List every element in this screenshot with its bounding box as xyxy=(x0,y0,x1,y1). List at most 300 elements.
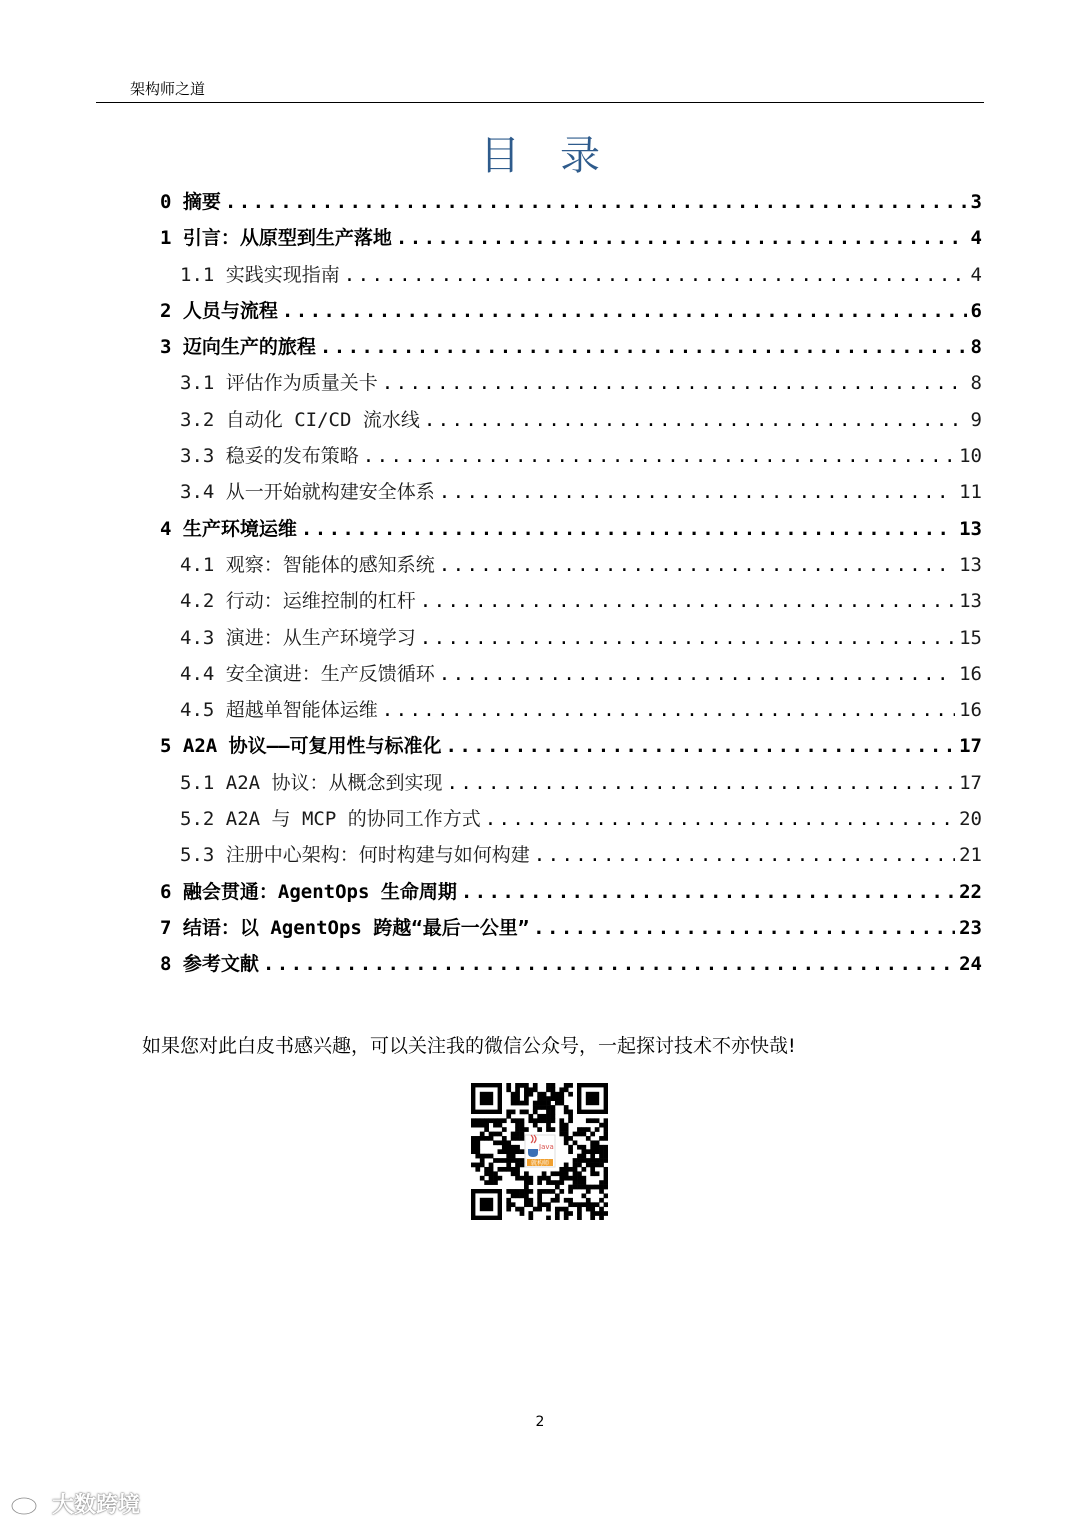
qr-module xyxy=(502,1118,507,1123)
toc-entry[interactable] xyxy=(160,547,982,583)
qr-logo-text: Java xyxy=(539,1143,554,1151)
qr-module xyxy=(581,1149,586,1154)
qr-module xyxy=(577,1158,582,1163)
toc-dot-leader xyxy=(420,620,955,656)
toc-dot-leader xyxy=(382,365,967,401)
toc-entry-label: 7 结语：以 AgentOps 跨越“最后一公里” xyxy=(160,916,530,939)
toc-entry[interactable] xyxy=(160,620,982,656)
table-of-contents xyxy=(160,184,982,983)
toc-entry-label: 4.2 行动：运维控制的杠杆 xyxy=(180,590,416,613)
toc-entry-label: 4.4 安全演进：生产反馈循环 xyxy=(180,662,435,685)
toc-entry[interactable] xyxy=(160,837,982,873)
qr-module xyxy=(480,1123,485,1128)
qr-module xyxy=(595,1127,600,1132)
qr-module xyxy=(595,1158,600,1163)
qr-module xyxy=(493,1118,498,1123)
qr-module xyxy=(475,1163,480,1168)
qr-module xyxy=(511,1132,516,1137)
toc-dot-leader xyxy=(363,438,955,474)
qr-module xyxy=(489,1176,494,1181)
qr-module xyxy=(559,1132,564,1137)
qr-module xyxy=(577,1127,582,1132)
toc-entry-page: 11 xyxy=(959,481,982,504)
qr-module xyxy=(475,1145,480,1150)
qr-module xyxy=(577,1207,582,1212)
qr-module xyxy=(590,1216,595,1220)
toc-entry-label: 5 A2A 协议——可复用性与标准化 xyxy=(160,735,442,758)
qr-module xyxy=(559,1101,564,1106)
qr-module xyxy=(546,1189,551,1194)
qr-module xyxy=(564,1163,569,1168)
toc-entry-label: 3.3 稳妥的发布策略 xyxy=(180,445,359,468)
qr-module xyxy=(599,1145,604,1150)
toc-entry-page: 13 xyxy=(959,553,982,576)
qr-module xyxy=(604,1202,608,1207)
qr-module xyxy=(520,1110,525,1115)
qr-module xyxy=(546,1101,551,1106)
qr-module xyxy=(480,1163,485,1168)
qr-module xyxy=(502,1167,507,1172)
toc-entry-label: 1 引言：从原型到生产落地 xyxy=(160,227,392,250)
qr-module xyxy=(590,1154,595,1159)
toc-entry-page: 21 xyxy=(959,844,982,867)
qr-module xyxy=(506,1189,511,1194)
qr-module xyxy=(546,1096,551,1101)
qr-module xyxy=(515,1096,520,1101)
qr-module xyxy=(528,1087,533,1092)
qr-module xyxy=(511,1118,516,1123)
qr-module xyxy=(595,1211,600,1216)
qr-module xyxy=(546,1087,551,1092)
qr-module xyxy=(511,1101,516,1106)
qr-module xyxy=(573,1140,578,1145)
qr-module xyxy=(564,1198,569,1203)
qr-module xyxy=(586,1207,591,1212)
qr-module xyxy=(577,1163,582,1168)
qr-module xyxy=(528,1211,533,1216)
qr-module xyxy=(533,1101,538,1106)
qr-module xyxy=(480,1158,485,1163)
qr-module xyxy=(568,1114,573,1119)
toc-dot-leader xyxy=(344,257,967,293)
qr-module xyxy=(542,1118,547,1123)
qr-module xyxy=(515,1176,520,1181)
toc-entry-label: 4.5 超越单智能体运维 xyxy=(180,699,378,722)
qr-module xyxy=(577,1185,582,1190)
toc-entry[interactable] xyxy=(160,474,982,510)
qr-center-logo xyxy=(525,1135,555,1167)
wechat-follow-note: 如果您对此白皮书感兴趣，可以关注我的微信公众号，一起探讨技术不亦快哉! xyxy=(142,1035,796,1057)
qr-module xyxy=(581,1180,586,1185)
qr-module xyxy=(498,1176,503,1181)
qr-module xyxy=(475,1167,480,1172)
qr-module xyxy=(546,1083,551,1088)
qr-module xyxy=(498,1149,503,1154)
qr-module xyxy=(520,1101,525,1106)
qr-module xyxy=(537,1207,542,1212)
qr-module xyxy=(506,1158,511,1163)
qr-module xyxy=(599,1180,604,1185)
qr-module xyxy=(475,1154,480,1159)
qr-module xyxy=(506,1202,511,1207)
qr-module xyxy=(564,1110,569,1115)
qr-module xyxy=(595,1149,600,1154)
qr-module xyxy=(590,1149,595,1154)
toc-entry[interactable] xyxy=(160,293,982,329)
qr-module xyxy=(564,1216,569,1220)
qr-module xyxy=(480,1132,485,1137)
qr-module xyxy=(590,1171,595,1176)
qr-module xyxy=(599,1198,604,1203)
qr-module xyxy=(555,1101,560,1106)
qr-module xyxy=(515,1132,520,1137)
qr-module xyxy=(590,1207,595,1212)
qr-module xyxy=(484,1136,489,1141)
qr-module xyxy=(551,1114,556,1119)
qr-module xyxy=(524,1096,529,1101)
qr-module xyxy=(564,1083,569,1088)
qr-module xyxy=(551,1087,556,1092)
qr-module xyxy=(524,1110,529,1115)
qr-module xyxy=(533,1105,538,1110)
toc-entry[interactable] xyxy=(160,257,982,293)
qr-module xyxy=(515,1087,520,1092)
toc-dot-leader xyxy=(320,329,967,365)
qr-module xyxy=(568,1189,573,1194)
qr-module xyxy=(471,1149,476,1154)
qr-module xyxy=(577,1176,582,1181)
toc-entry-page: 6 xyxy=(970,299,982,322)
qr-module xyxy=(542,1202,547,1207)
qr-module xyxy=(515,1136,520,1141)
toc-entry-page: 9 xyxy=(970,408,982,431)
qr-module xyxy=(511,1149,516,1154)
toc-entry-page: 8 xyxy=(970,336,982,359)
qr-module xyxy=(489,1167,494,1172)
qr-module xyxy=(484,1123,489,1128)
qr-module xyxy=(511,1136,516,1141)
qr-module xyxy=(528,1176,533,1181)
qr-module xyxy=(528,1202,533,1207)
qr-module xyxy=(595,1163,600,1168)
qr-module xyxy=(515,1149,520,1154)
qr-module xyxy=(604,1149,608,1154)
qr-module xyxy=(586,1198,591,1203)
toc-entry[interactable] xyxy=(160,946,982,982)
qr-module xyxy=(489,1118,494,1123)
qr-module xyxy=(489,1163,494,1168)
qr-module xyxy=(511,1167,516,1172)
toc-dot-leader xyxy=(382,692,955,728)
qr-module xyxy=(590,1185,595,1190)
qr-module xyxy=(573,1163,578,1168)
qr-module xyxy=(537,1092,542,1097)
toc-entry[interactable] xyxy=(160,220,982,256)
qr-module xyxy=(524,1083,529,1088)
qr-module xyxy=(604,1167,608,1172)
qr-module xyxy=(471,1140,476,1145)
qr-module xyxy=(555,1207,560,1212)
qr-module xyxy=(515,1193,520,1198)
qr-module xyxy=(502,1149,507,1154)
qr-module xyxy=(489,1136,494,1141)
qr-module xyxy=(595,1202,600,1207)
toc-entry-page: 15 xyxy=(959,626,982,649)
toc-entry-page: 22 xyxy=(959,880,982,903)
toc-dot-leader xyxy=(263,946,955,982)
qr-module xyxy=(564,1123,569,1128)
qr-module xyxy=(604,1211,608,1216)
qr-module xyxy=(524,1180,529,1185)
qr-module xyxy=(546,1123,551,1128)
toc-entry-label: 0 摘要 xyxy=(160,191,221,213)
qr-module xyxy=(555,1096,560,1101)
qr-module xyxy=(515,1118,520,1123)
qr-module xyxy=(528,1180,533,1185)
toc-entry[interactable] xyxy=(160,438,982,474)
qr-module xyxy=(502,1145,507,1150)
qr-module xyxy=(520,1193,525,1198)
qr-finder-top-left xyxy=(471,1083,502,1114)
toc-dot-leader xyxy=(225,184,967,220)
qr-module xyxy=(506,1083,511,1088)
toc-dot-leader xyxy=(533,910,955,946)
toc-dot-leader xyxy=(447,765,956,801)
qr-module xyxy=(564,1105,569,1110)
qr-module xyxy=(533,1087,538,1092)
qr-module xyxy=(506,1087,511,1092)
qr-module xyxy=(515,1163,520,1168)
qr-module xyxy=(573,1180,578,1185)
toc-entry-label: 5.1 A2A 协议：从概念到实现 xyxy=(180,771,443,794)
qr-module xyxy=(590,1211,595,1216)
qr-module xyxy=(515,1158,520,1163)
qr-module xyxy=(568,1176,573,1181)
toc-entry[interactable] xyxy=(160,801,982,837)
qr-module xyxy=(506,1145,511,1150)
toc-dot-leader xyxy=(282,293,967,329)
qr-module xyxy=(471,1118,476,1123)
qr-module xyxy=(502,1127,507,1132)
qr-module xyxy=(480,1176,485,1181)
toc-entry[interactable] xyxy=(160,184,982,220)
qr-module xyxy=(604,1180,608,1185)
page-header-title: 架构师之道 xyxy=(130,80,206,98)
qr-module xyxy=(599,1163,604,1168)
qr-module xyxy=(604,1145,608,1150)
qr-module xyxy=(515,1145,520,1150)
qr-module xyxy=(493,1180,498,1185)
qr-module xyxy=(564,1207,569,1212)
toc-entry-label: 4.3 演进：从生产环境学习 xyxy=(180,626,416,649)
qr-module xyxy=(564,1140,569,1145)
toc-entry[interactable] xyxy=(160,511,982,547)
qr-module xyxy=(604,1171,608,1176)
qr-module xyxy=(551,1096,556,1101)
qr-module xyxy=(590,1163,595,1168)
qr-module xyxy=(498,1118,503,1123)
qr-module xyxy=(599,1136,604,1141)
qr-module xyxy=(604,1127,608,1132)
qr-module xyxy=(528,1216,533,1220)
qr-module xyxy=(568,1092,573,1097)
qr-module xyxy=(537,1193,542,1198)
toc-entry-label: 4 生产环境运维 xyxy=(160,517,297,540)
toc-entry[interactable] xyxy=(160,656,982,692)
qr-module xyxy=(551,1110,556,1115)
qr-module xyxy=(590,1167,595,1172)
qr-module xyxy=(484,1118,489,1123)
qr-finder-bottom-left xyxy=(471,1189,502,1220)
qr-module xyxy=(480,1136,485,1141)
qr-module xyxy=(471,1163,476,1168)
qr-module xyxy=(537,1105,542,1110)
qr-module xyxy=(475,1136,480,1141)
qr-module xyxy=(546,1216,551,1220)
qr-module xyxy=(546,1110,551,1115)
qr-module xyxy=(577,1145,582,1150)
qr-module xyxy=(528,1092,533,1097)
qr-module xyxy=(484,1127,489,1132)
toc-entry[interactable] xyxy=(160,583,982,619)
qr-module xyxy=(524,1101,529,1106)
qr-module xyxy=(581,1145,586,1150)
qr-module xyxy=(559,1171,564,1176)
toc-entry[interactable] xyxy=(160,874,982,910)
toc-entry[interactable] xyxy=(160,765,982,801)
toc-entry[interactable] xyxy=(160,910,982,946)
toc-entry-label: 3.2 自动化 CI/CD 流水线 xyxy=(180,408,420,431)
qr-module xyxy=(564,1167,569,1172)
toc-entry[interactable] xyxy=(160,728,982,764)
qr-module xyxy=(559,1123,564,1128)
qr-module xyxy=(515,1167,520,1172)
toc-entry-label: 2 人员与流程 xyxy=(160,299,278,322)
qr-module xyxy=(533,1123,538,1128)
qr-module xyxy=(511,1092,516,1097)
qr-finder-top-right xyxy=(577,1083,608,1114)
qr-module xyxy=(555,1092,560,1097)
qr-module xyxy=(511,1189,516,1194)
qr-module xyxy=(568,1185,573,1190)
qr-module xyxy=(533,1110,538,1115)
qr-module xyxy=(581,1132,586,1137)
toc-entry-page: 17 xyxy=(959,735,982,758)
toc-dot-leader xyxy=(424,402,967,438)
qr-module xyxy=(604,1136,608,1141)
qr-module xyxy=(586,1185,591,1190)
qr-module xyxy=(542,1114,547,1119)
toc-entry-page: 16 xyxy=(959,699,982,722)
qr-module xyxy=(520,1211,525,1216)
qr-module xyxy=(498,1123,503,1128)
qr-module xyxy=(586,1189,591,1194)
qr-module xyxy=(559,1087,564,1092)
qr-module xyxy=(551,1189,556,1194)
qr-module xyxy=(475,1123,480,1128)
qr-module xyxy=(590,1140,595,1145)
qr-module xyxy=(506,1198,511,1203)
qr-module xyxy=(506,1149,511,1154)
qr-module xyxy=(568,1211,573,1216)
qr-module xyxy=(520,1083,525,1088)
qr-module xyxy=(577,1180,582,1185)
qr-module xyxy=(493,1176,498,1181)
toc-title: 目录 xyxy=(480,133,640,179)
qr-module xyxy=(506,1207,511,1212)
qr-module xyxy=(537,1114,542,1119)
toc-entry[interactable] xyxy=(160,329,982,365)
qr-logo-caption: 就构师 xyxy=(530,1160,550,1167)
qr-module xyxy=(520,1207,525,1212)
qr-module xyxy=(551,1180,556,1185)
qr-module xyxy=(586,1202,591,1207)
toc-entry[interactable] xyxy=(160,692,982,728)
qr-module xyxy=(586,1118,591,1123)
qr-module xyxy=(515,1083,520,1088)
toc-entry-page: 24 xyxy=(959,953,982,976)
qr-module xyxy=(524,1189,529,1194)
qr-module xyxy=(599,1154,604,1159)
qr-module xyxy=(555,1180,560,1185)
qr-module xyxy=(555,1211,560,1216)
qr-module xyxy=(559,1092,564,1097)
qr-module xyxy=(581,1127,586,1132)
toc-dot-leader xyxy=(420,583,955,619)
qr-module xyxy=(546,1127,551,1132)
toc-entry-page: 10 xyxy=(959,445,982,468)
qr-module xyxy=(577,1132,582,1137)
toc-entry[interactable] xyxy=(160,365,982,401)
qr-module xyxy=(537,1180,542,1185)
toc-entry[interactable] xyxy=(160,402,982,438)
qr-module xyxy=(484,1171,489,1176)
qr-module xyxy=(559,1189,564,1194)
qr-module xyxy=(577,1171,582,1176)
qr-module xyxy=(515,1123,520,1128)
qr-module xyxy=(595,1140,600,1145)
qr-module xyxy=(498,1140,503,1145)
toc-dot-leader xyxy=(534,837,955,873)
qr-module xyxy=(586,1149,591,1154)
qr-module xyxy=(520,1149,525,1154)
wechat-qr-code xyxy=(471,1083,608,1220)
qr-module xyxy=(537,1189,542,1194)
qr-module xyxy=(568,1149,573,1154)
qr-module xyxy=(559,1096,564,1101)
qr-module xyxy=(559,1176,564,1181)
qr-module xyxy=(581,1185,586,1190)
qr-module xyxy=(520,1136,525,1141)
qr-module xyxy=(564,1132,569,1137)
qr-module xyxy=(559,1118,564,1123)
qr-module xyxy=(546,1176,551,1181)
qr-module xyxy=(471,1123,476,1128)
qr-module xyxy=(599,1185,604,1190)
qr-module xyxy=(568,1136,573,1141)
qr-module xyxy=(595,1118,600,1123)
qr-module xyxy=(524,1176,529,1181)
qr-module xyxy=(573,1158,578,1163)
qr-module xyxy=(599,1149,604,1154)
qr-module xyxy=(528,1114,533,1119)
qr-module xyxy=(524,1087,529,1092)
qr-module xyxy=(546,1180,551,1185)
qr-module xyxy=(520,1176,525,1181)
qr-module xyxy=(581,1154,586,1159)
qr-module xyxy=(568,1167,573,1172)
qr-module xyxy=(537,1127,542,1132)
